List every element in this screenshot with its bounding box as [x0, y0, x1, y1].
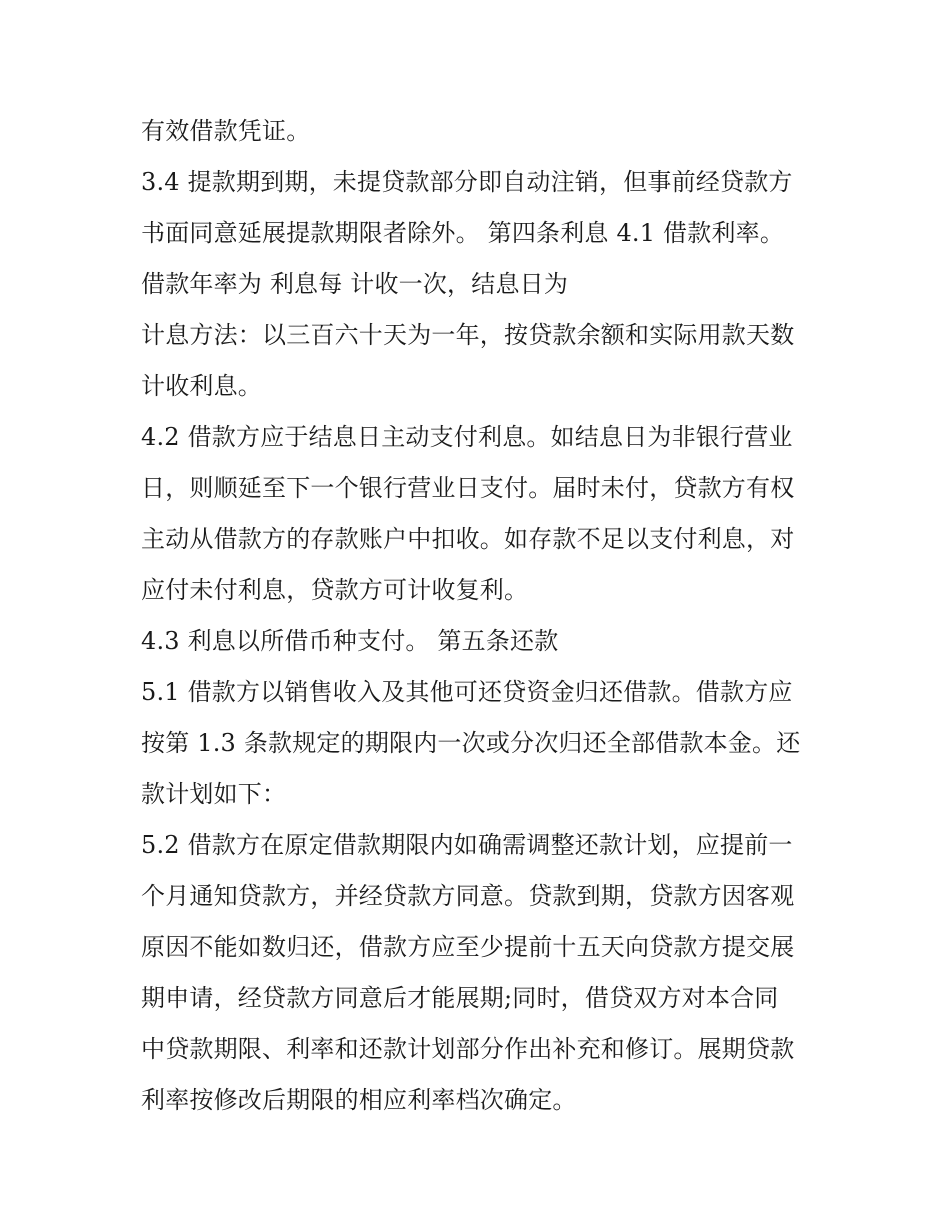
- text-line: 应付未付利息，贷款方可计收复利。: [141, 576, 529, 604]
- text-line: 按第 1.3 条款规定的期限内一次或分次归还全部借款本金。还: [141, 729, 801, 757]
- text-line: 原因不能如数归还，借款方应至少提前十五天向贷款方提交展: [141, 933, 795, 961]
- text-line: 期申请，经贷款方同意后才能展期;同时，借贷双方对本合同: [141, 984, 779, 1012]
- text-line: 主动从借款方的存款账户中扣收。如存款不足以支付利息，对: [141, 525, 795, 553]
- text-line: 日，则顺延至下一个银行营业日支付。届时未付，贷款方有权: [141, 474, 795, 502]
- contract-text: [141, 106, 821, 1126]
- text-line: 计收利息。: [141, 372, 262, 400]
- text-line: 4.3 利息以所借币种支付。 第五条还款: [141, 627, 559, 655]
- text-line: 个月通知贷款方，并经贷款方同意。贷款到期，贷款方因客观: [141, 882, 795, 910]
- text-line: 5.2 借款方在原定借款期限内如确需调整还款计划，应提前一: [141, 831, 793, 859]
- text-line: 利率按修改后期限的相应利率档次确定。: [141, 1086, 577, 1114]
- text-line: 5.1 借款方以销售收入及其他可还贷资金归还借款。借款方应: [141, 678, 793, 706]
- text-line: 4.2 借款方应于结息日主动支付利息。如结息日为非银行营业: [141, 423, 793, 451]
- text-line: 借款年率为 利息每 计收一次，结息日为: [141, 270, 569, 298]
- text-line: 计息方法：以三百六十天为一年，按贷款余额和实际用款天数: [141, 321, 795, 349]
- text-line: 有效借款凭证。: [141, 117, 311, 145]
- text-line: 书面同意延展提款期限者除外。 第四条利息 4.1 借款利率。: [141, 219, 785, 247]
- text-line: 中贷款期限、利率和还款计划部分作出补充和修订。展期贷款: [141, 1035, 795, 1063]
- text-line: 3.4 提款期到期，未提贷款部分即自动注销，但事前经贷款方: [141, 168, 793, 196]
- text-line: 款计划如下：: [141, 780, 287, 808]
